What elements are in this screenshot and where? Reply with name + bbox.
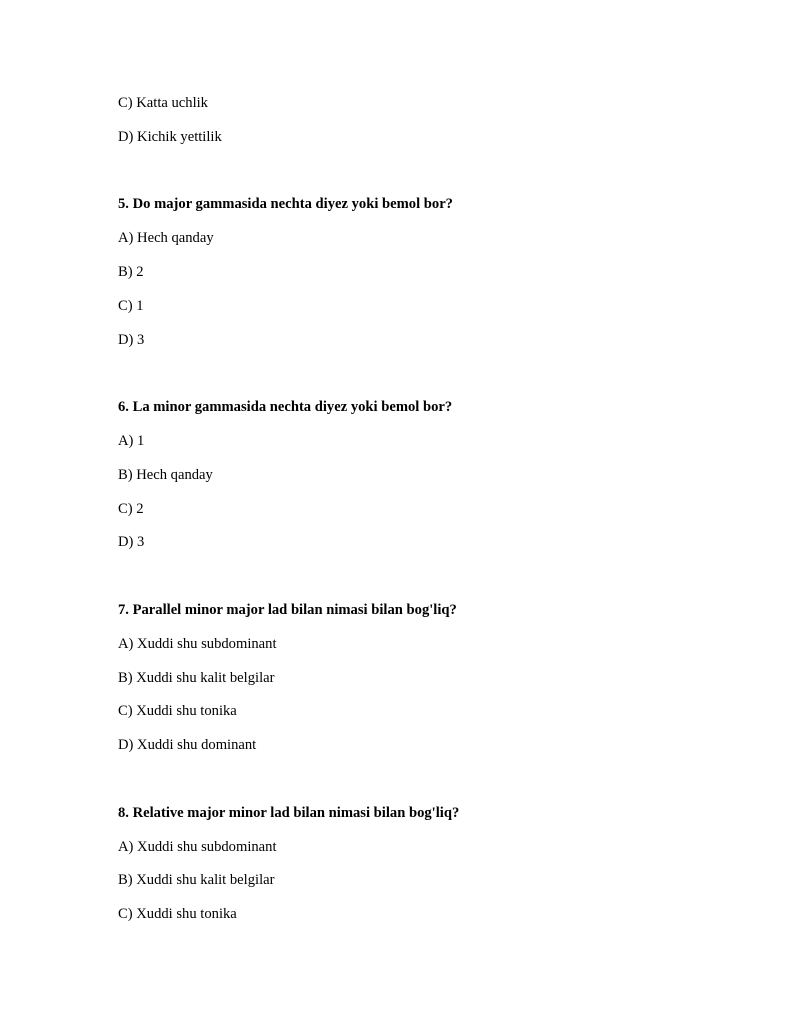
document-page	[118, 94, 758, 939]
question-8: 8. Relative major minor lad bilan nimasi bilan bog'liq?	[118, 804, 460, 821]
option-line: A) Hech qanday	[118, 230, 214, 247]
spacer	[118, 162, 758, 196]
question-5: 5. Do major gammasida nechta diyez yoki bemol bor?	[118, 196, 453, 213]
question-6: 6. La minor gammasida nechta diyez yoki bemol bor?	[118, 399, 453, 416]
option-line: A) Xuddi shu subdominant	[118, 635, 277, 652]
option-line: B) Hech qanday	[118, 466, 213, 483]
option-line: D) 3	[118, 534, 145, 551]
option-line: D) Xuddi shu dominant	[118, 737, 257, 754]
option-line: C) Xuddi shu tonika	[118, 703, 237, 720]
option-line: D) Kichik yettilik	[118, 128, 222, 145]
option-line: C) 2	[118, 500, 144, 517]
option-line: C) Katta uchlik	[118, 95, 208, 111]
option-line: D) 3	[118, 331, 145, 348]
option-line: B) Xuddi shu kalit belgilar	[118, 872, 275, 889]
option-line: C) 1	[118, 297, 144, 314]
spacer	[118, 364, 758, 398]
option-line: A) 1	[118, 432, 145, 449]
spacer	[118, 770, 758, 804]
option-line: C) Xuddi shu tonika	[118, 906, 237, 923]
question-7: 7. Parallel minor major lad bilan nimasi bilan bog'liq?	[118, 601, 457, 618]
option-line: A) Xuddi shu subdominant	[118, 838, 277, 855]
option-line: B) 2	[118, 263, 144, 280]
option-line: B) Xuddi shu kalit belgilar	[118, 669, 275, 686]
spacer	[118, 567, 758, 601]
